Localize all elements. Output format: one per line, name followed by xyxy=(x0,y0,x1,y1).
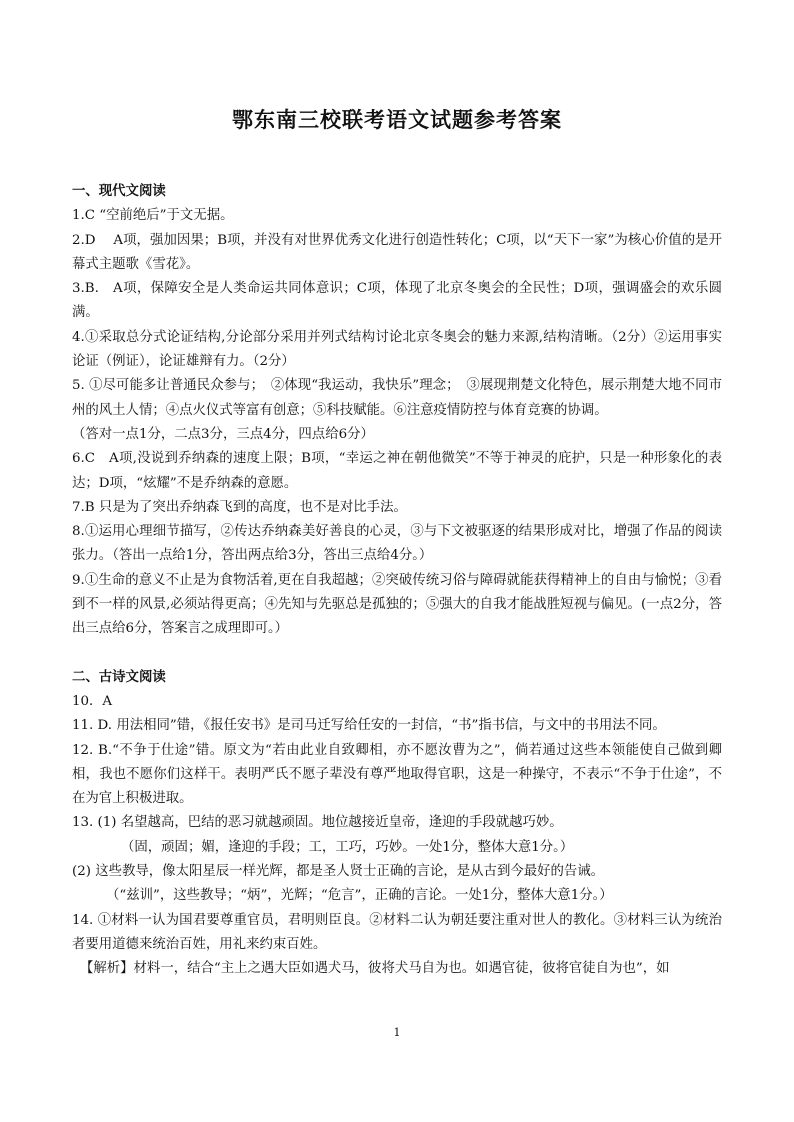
answer-12: 12. B.“不争于仕途”错。原文为“若由此业自致卿相，亦不愿汝曹为之”，倘若通过这些本领能使自己做到卿相，我也不愿你们这样干。表明严氏不愿子辈没有尊严地取得官职，这是一种操守，不表示“不争于仕途”，不在为官上积极进取。 xyxy=(72,742,722,807)
section-spacer xyxy=(72,642,722,666)
answer-7: 7.B 只是为了突出乔纳森飞到的高度，也不是对比手法。 xyxy=(72,499,407,515)
answer-5: 5. ①尽可能多让普通民众参与； ②体现“我运动，我快乐”理念； ③展现荆楚文化特色，展示荆楚大地不同市州的风土人情；④点火仪式等富有创意；⑤科技赋能。⑥注意疫情防控与体育竞赛的协调。 xyxy=(72,378,722,418)
answer-14: 14. ①材料一认为国君要尊重官员，君明则臣良。②材料二认为朝廷要注重对世人的教化。③材料三认为统治者要用道德来统治百姓，用礼来约束百姓。 xyxy=(72,912,722,952)
section-heading-classical-reading: 二、古诗文阅读 xyxy=(72,669,166,685)
answer-9: 9.①生命的意义不止是为食物活着,更在自我超越；②突破传统习俗与障碍就能获得精神上的自由与愉悦；③看到不一样的风景,必须站得更高；④先知与先驱总是孤独的；⑤强大的自我才能战胜短视与偏见。(一点2分，答出三点给6分，答案言之成理即可。） xyxy=(72,572,722,637)
answer-8: 8.①运用心理细节描写，②传达乔纳森美好善良的心灵，③与下文被驱逐的结果形成对比，增强了作品的阅读张力。（答出一点给1分，答出两点给3分，答出三点给4分。） xyxy=(72,524,722,564)
answer-5-scoring: （答对一点1分，二点3分，三点4分，四点给6分） xyxy=(72,426,374,442)
page-title: 鄂东南三校联考语文试题参考答案 xyxy=(232,107,562,132)
answer-13-1: 13. (1) 名望越高，巴结的恶习就越顽固。地位越接近皇帝，逢迎的手段就越巧妙。 xyxy=(72,815,563,831)
answer-13-2-scoring: （“兹训”，这些教导；“炳”，光辉；“危言”，正确的言论。一处1分，整体大意1分。） xyxy=(106,888,613,904)
page-number: 1 xyxy=(393,1026,401,1039)
section-heading-modern-reading: 一、现代文阅读 xyxy=(72,184,166,199)
answer-14-analysis: 【解析】材料一，结合“主上之遇大臣如遇犬马，彼将犬马自为也。如遇官徒，彼将官徒自为也”，如 xyxy=(80,961,670,977)
answer-4: 4.①采取总分式论证结构,分论部分采用并列式结构讨论北京冬奥会的魅力来源,结构清晰。（2分）②运用事实论证（例证），论证雄辩有力。（2分） xyxy=(72,329,722,370)
answer-1: 1.C “空前绝后”于文无据。 xyxy=(72,208,234,224)
answer-13-1-scoring: （固，顽固；媚，逢迎的手段；工，工巧，巧妙。一处1分，整体大意1分。） xyxy=(121,839,574,855)
answer-3: 3.B. A项，保障安全是人类命运共同体意识；C项，体现了北京冬奥会的全民性；D项，强调盛会的欢乐圆满。 xyxy=(72,281,722,321)
answer-6: 6.C A项,没说到乔纳森的速度上限；B项，“幸运之神在朝他微笑”不等于神灵的庇护，只是一种形象化的表达；D项，“炫耀”不是乔纳森的意愿。 xyxy=(72,451,722,491)
answer-13-2: (2) 这些教导，像太阳星辰一样光辉，都是圣人贤士正确的言论，是从古到今最好的告诫。 xyxy=(72,864,605,880)
answer-content xyxy=(72,180,722,982)
answer-11: 11. D. 用法相同”错，《报任安书》是司马迁写给任安的一封信，“书”指书信，与文中的书用法不同。 xyxy=(72,718,666,734)
answer-10: 10．A xyxy=(72,693,113,709)
answer-2: 2.D A项，强加因果；B项，并没有对世界优秀文化进行创造性转化；C项，以“天下一家”为核心价值的是开幕式主题歌《雪花》。 xyxy=(72,232,722,272)
